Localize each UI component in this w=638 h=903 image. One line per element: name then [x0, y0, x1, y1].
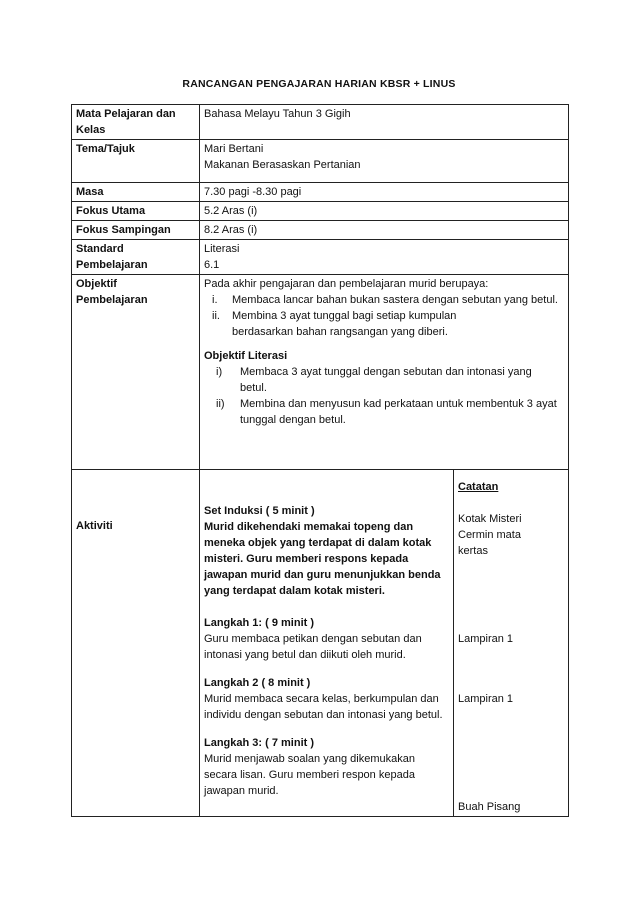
catatan-item: Lampiran 1 — [458, 633, 514, 645]
table-row — [72, 140, 569, 183]
list-number: i. — [212, 294, 218, 306]
table-row — [72, 470, 569, 817]
standard-value-line: 6.1 — [204, 259, 220, 271]
aktiviti-content — [200, 470, 454, 817]
standard-label-line: Standard — [76, 243, 124, 255]
table-row — [72, 105, 569, 140]
list-text: Membaca lancar bahan bukan sastera dengan sebutan yang betul. — [232, 294, 558, 306]
langkah1-title: Langkah 1: ( 9 minit ) — [204, 617, 315, 629]
standard-label-line: Pembelajaran — [76, 259, 148, 271]
fokus-utama-value: 5.2 Aras (i) — [200, 202, 569, 221]
list-number: i) — [216, 366, 223, 378]
langkah3-title: Langkah 3: ( 7 minit ) — [204, 737, 315, 749]
masa-value: 7.30 pagi -8.30 pagi — [200, 183, 569, 202]
list-item — [204, 364, 564, 396]
objektif-label-line: Objektif — [76, 278, 117, 290]
standard-value-line: Literasi — [204, 243, 240, 255]
list-item — [204, 396, 564, 428]
objektif-intro: Pada akhir pengajaran dan pembelajaran murid berupaya: — [204, 278, 489, 290]
objektif-label-line: Pembelajaran — [76, 294, 148, 306]
list-text: Membaca 3 ayat tunggal dengan sebutan dan intonasi yang betul. — [240, 366, 532, 394]
catatan-header: Catatan — [458, 481, 499, 493]
list-item — [204, 292, 564, 308]
catatan-item: kertas — [458, 545, 488, 557]
langkah1-text: Guru membaca petikan dengan sebutan dan intonasi yang betul dan diikuti oleh murid. — [204, 633, 422, 661]
objektif-label — [72, 275, 200, 470]
catatan-item: Kotak Misteri — [458, 513, 522, 525]
catatan-item: Cermin mata — [458, 529, 521, 541]
tema-label: Tema/Tajuk — [72, 140, 200, 183]
catatan-item: Buah Pisang — [458, 801, 521, 813]
catatan-column — [454, 470, 569, 817]
list-text: Membina dan menyusun kad perkataan untuk membentuk 3 ayat tunggal dengan betul. — [240, 398, 557, 426]
standard-label — [72, 240, 200, 275]
table-row — [72, 221, 569, 240]
langkah3-text: Murid menjawab soalan yang dikemukakan secara lisan. Guru memberi respon kepada jawapan murid. — [204, 753, 415, 797]
tema-value — [200, 140, 569, 183]
aktiviti-label: Aktiviti — [72, 470, 200, 817]
table-row — [72, 183, 569, 202]
catatan-item: Lampiran 1 — [458, 693, 514, 705]
table-row — [72, 240, 569, 275]
objektif-literasi-title: Objektif Literasi — [204, 350, 288, 362]
page-title: RANCANGAN PENGAJARAN HARIAN KBSR + LINUS — [182, 78, 456, 90]
standard-value — [200, 240, 569, 275]
tema-value-line: Makanan Berasaskan Pertanian — [204, 159, 361, 171]
list-item — [204, 308, 564, 340]
fokus-sampingan-label: Fokus Sampingan — [72, 221, 200, 240]
objektif-content — [200, 275, 569, 470]
set-induksi-text: Murid dikehendaki memakai topeng dan meneka objek yang terdapat di dalam kotak misteri. Guru memberi respons kepada jawapan murid dan guru menunjukkan benda yang terdapat dalam kotak misteri. — [204, 521, 441, 597]
fokus-sampingan-value: 8.2 Aras (i) — [200, 221, 569, 240]
lesson-plan-table — [71, 104, 569, 817]
set-induksi-title: Set Induksi ( 5 minit ) — [204, 505, 315, 517]
mata-pelajaran-value: Bahasa Melayu Tahun 3 Gigih — [200, 105, 569, 140]
fokus-utama-label: Fokus Utama — [72, 202, 200, 221]
masa-label: Masa — [72, 183, 200, 202]
langkah2-title: Langkah 2 ( 8 minit ) — [204, 677, 311, 689]
table-row — [72, 202, 569, 221]
list-text: Membina 3 ayat tunggal bagi setiap kumpulan berdasarkan bahan rangsangan yang diberi. — [232, 310, 457, 338]
table-row — [72, 275, 569, 470]
mata-pelajaran-label: Mata Pelajaran dan Kelas — [72, 105, 200, 140]
list-number: ii) — [216, 398, 225, 410]
tema-value-line: Mari Bertani — [204, 143, 264, 155]
langkah2-text: Murid membaca secara kelas, berkumpulan dan individu dengan sebutan dan intonasi yang betul. — [204, 693, 443, 721]
list-number: ii. — [212, 310, 220, 322]
